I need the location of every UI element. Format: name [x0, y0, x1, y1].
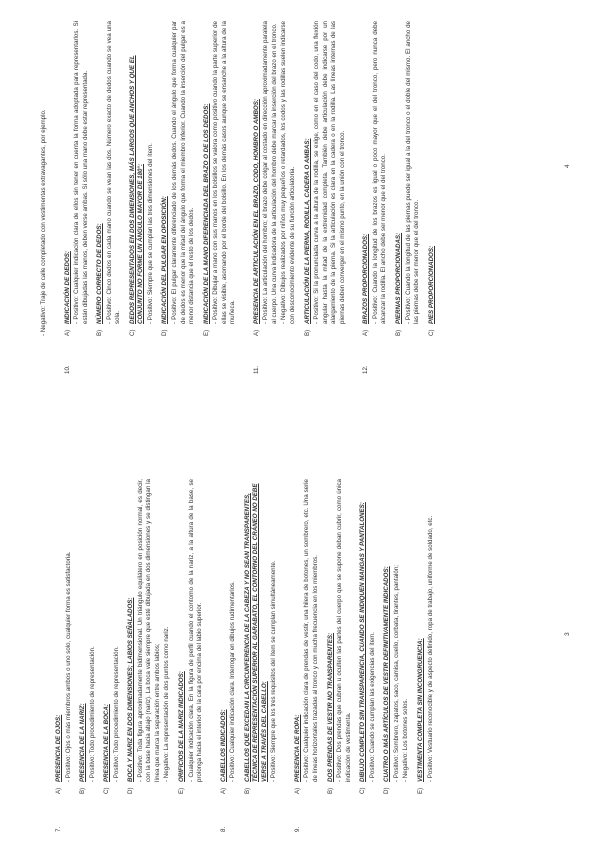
item-letter: A) [63, 329, 71, 336]
item-text: - Positivo: Cinco dedos en cada mano cuando se vean las dos. Número exacto de dedos cuando se vea una sola. [105, 21, 122, 324]
item-text: - Positivo: Cualquier indicación clara. Interrogar en dibujos rudimentarios. [229, 581, 237, 782]
criterion-item [244, 479, 279, 794]
item-letter: C) [103, 787, 111, 794]
item-letter: B) [96, 329, 104, 336]
item-text: - Positivo: Cuando la longitud de las piernas puede ser igual a la del tronco o el doble del mismo. El ancho de las piernas debe ser menor que el del tronco. [404, 21, 421, 324]
criterion-item [362, 21, 389, 336]
section-number: 7. [55, 826, 62, 832]
item-text: - Negativo: Dibujos realizados por niños muy pequeños o retardados, los codos y las rodillas suelen indicarse con desconocimiento evidente de su función articulatoria. [280, 21, 297, 324]
criterion-item [294, 479, 321, 794]
top-note: - Negativo: Traje de calle completado con vestimentas extravagantes, por ejemplo. [40, 109, 47, 336]
criterion-item [395, 21, 422, 336]
item-letter: B) [326, 787, 334, 794]
item-heading: CABELLOS QUE EXCEDAN LA CIRCUNFERENCIA DE LA CABEZA Y NO SEAN TRANSPARENTES, TÉCNICA DE REPRESENTACIÓN SUPERIOR AL GARABATO, EL CONTORNO DEL CRÁNEO NO DEBE VERSE A TRAVÉS DEL CABELLO: [243, 483, 268, 782]
criterion-item [79, 479, 97, 794]
item-heading: CABELLOS INDICADOS: [219, 709, 227, 782]
item-text: - Positivo: Cualquier indicación clara de ellos sin tener en cuenta la forma adoptada para representarlos. Si están dibujadas las manos, deben verse ambas. Si sólo una mano debe estar representada. [73, 21, 89, 324]
item-letter: C) [128, 329, 136, 336]
item-heading: PRESENCIA DE LA BOCA: [103, 704, 111, 782]
item-letter: D) [161, 329, 169, 336]
section [220, 479, 279, 834]
item-letter: E) [202, 329, 210, 336]
item-heading: DIBUJO COMPLETO SIN TRANSPARENCIA, CUANDO SE INDIQUEN MANGAS Y PANTALONES: [359, 502, 367, 782]
criterion-item [55, 479, 73, 794]
criterion-item [327, 479, 354, 794]
item-text: - Positivo: Cuando se cumplan las exigencias del ítem. [368, 632, 376, 782]
item-text: - Positivo: Siempre que los tres requisitos del ítem se cumplan simultáneamente. [270, 560, 278, 782]
item-letter: B) [79, 787, 87, 794]
item-letter: A) [293, 787, 301, 794]
item-heading: DOS PRENDAS DE VESTIR NO TRANSPARENTES: [326, 632, 334, 782]
criterion-item [203, 21, 238, 336]
section [253, 21, 347, 376]
criterion-item [96, 21, 123, 336]
item-heading: INDICACIÓN DE LA MANO DIFERENCIADA DEL BRAZO O DE LOS DEDOS: [202, 103, 210, 324]
criterion-item [103, 479, 121, 794]
item-text: - Positivo: Toda figura aproximadamente bidimensional. Un triángulo equilátero en posición normal, es decir, con la base hacia abajo (nariz). La boca vale siempre que esté dibujada en dos dimensiones y se distingan la línea que marca la separación entre ambos labios; [136, 479, 161, 782]
criterion-item [220, 479, 238, 794]
item-text: - Positivo: Ojos o más miembros ambos o uno solo, cualquier forma es satisfactoria. [64, 551, 72, 782]
criterion-item [64, 21, 91, 336]
section-number: 8. [219, 826, 227, 832]
item-letter: E) [178, 787, 186, 794]
section-number: 11. [252, 365, 260, 374]
item-text: - Cualquier indicación clara. En la figura de perfil cuando el contorno de la nariz, a la altura de la base, se prolonga hacia el interior de la cara por encima del labio superior. [187, 479, 204, 782]
item-heading: PRESENCIA DE ARTICULACIÓN EN EL BRAZO, CODO, HOMBRO O AMBOS: [252, 99, 260, 324]
criterion-item [127, 479, 172, 794]
criterion-item [383, 479, 411, 794]
right-page [40, 21, 540, 376]
item-heading: CUATRO O MÁS ARTÍCULOS DE VESTIR DEFINITIVAMENTE INDICADOS: [383, 566, 391, 782]
item-text: - Positivo: La articulación del hombro; el brazo debe colgar al costado en dirección aproximadamente paralela al cuerpo. Una curva indicadora de la articulación del hombro debe marcar la inserción del brazo en el tronco. [262, 21, 278, 324]
item-heading: ARTICULACIÓN DE LA PIERNA, RODILLA, CADERA O AMBAS: [303, 138, 311, 324]
item-letter: A) [362, 329, 370, 336]
page-number-left: 3 [564, 632, 571, 636]
item-text: - Positivo: Dibujar a mano con sus manos en los bolsillos se valora como positivo cuando la parte superior de ellas se visible, asomando por el borde del bolsillo. En los demás casos aunque se ensanche a la altura de la muñeca. [212, 21, 237, 324]
item-text: - Positivo: El pulgar claramente diferenciado de los demás dedos. Cuando el ángulo que forma cualquier par de dedos es menor que la mitad del ángulo que forma el miembro inferior. Cuando la inserción del pulgar es a menor distancia que el resto de los dedos. [171, 21, 196, 324]
item-heading: VESTIMENTA COMPLETA SIN INCONGRUENCIA: [416, 638, 424, 782]
item-text: - Positivo: Vestuario reconocible y de aspecto definido, ropa de trabajo, uniforme de soldado, etc. [426, 515, 434, 782]
item-text: - Negativo: La representación de dos puntos como nariz. [163, 626, 171, 782]
section [64, 21, 238, 376]
section [55, 479, 205, 834]
item-letter: D) [383, 787, 391, 794]
criterion-item [417, 479, 435, 794]
item-letter: A) [55, 787, 62, 794]
left-page [40, 479, 540, 834]
item-letter: E) [416, 787, 424, 794]
item-text: - Positivo: Si la pronunciada curva a la altura de la rodilla, se exige, como en el caso del codo, una flexión angular hasta la mitad de la extremidad completa. También debe articulación debe indicarse por un alargamiento de la pierna. Si la articulación es clara en la cadera o en la rodilla. Las líneas internas de las piernas deben converger en el mismo punto, en la unión con el tronco. [313, 21, 346, 324]
criterion-item [359, 479, 377, 794]
item-heading: PRESENCIA DE ROPA: [293, 714, 301, 782]
item-heading: INDICACIÓN DE DEDOS: [63, 251, 71, 324]
item-letter: C) [427, 329, 435, 336]
section-number: 9. [293, 826, 301, 832]
page-number-right: 4 [564, 164, 571, 168]
item-heading: PIERNAS PROPORCIONADAS: [394, 232, 402, 324]
item-heading: BRAZOS PROPORCIONADOS: [362, 233, 370, 324]
item-text: - Positivo: Sombrero, zapatos, saco, camisa, cuello, corbata, tirantes, pantalón; [392, 564, 400, 782]
section-number: 12. [362, 365, 370, 374]
item-text: - Positivo: Siempre que se cumplan las tres dimensiones del ítem. [146, 143, 154, 324]
item-heading: ORIFICIOS DE LA NARIZ INDICADOS: [178, 671, 186, 782]
item-letter: B) [394, 329, 402, 336]
section [294, 479, 435, 834]
item-text: - Positivo: Todo procedimiento de representación. [88, 646, 96, 782]
item-heading: PRESENCIA DE OJOS: [55, 714, 62, 782]
item-text: - Positivo: Cualquier indicación clara de prendas de vestir, una hilera de botones, un sombrero, etc. Una serie de líneas horizontales trazadas al tronco y con mucha frecuencia en los miembros. [303, 479, 320, 782]
item-heading: PIES PROPORCIONADOS: [427, 245, 435, 324]
item-letter: C) [359, 787, 367, 794]
criterion-item [178, 479, 205, 794]
criterion-item [428, 21, 437, 336]
criterion-item [161, 21, 196, 336]
criterion-item [129, 21, 156, 336]
item-text: - Positivo: Cuando la longitud de los brazos es igual o poco mayor que el del tronco, pero nunca debe alcanzar la rodilla. El ancho debe ser menor que el del tronco. [371, 21, 388, 324]
item-heading: DEDOS REPRESENTADOS EN DOS DIMENSIONES, MÁS LARGOS QUE ANCHOS Y QUE EL CONJUNTO NO FORME UN ÁNGULO MAYOR DE 180°: [128, 55, 145, 324]
item-letter: B) [243, 787, 251, 794]
item-heading: PRESENCIA DE LA NARIZ: [79, 703, 87, 782]
item-letter: A) [219, 787, 227, 794]
item-text: - Negativo: Los botones solos. [402, 698, 410, 782]
item-text: - Positivo: Dos prendas que cubran u oculten las partes del cuerpo que se supone deban cubrir, como única indicación de vestimenta. [336, 479, 352, 782]
criterion-item [304, 21, 348, 336]
item-heading: BOCA Y NARIZ EN DOS DIMENSIONES; LABIOS SEÑALADOS: [127, 597, 135, 782]
section-number: 10. [63, 365, 71, 374]
item-letter: B) [303, 329, 311, 336]
item-text: - Positivo: Todo procedimiento de representación. [112, 646, 120, 782]
criterion-item [253, 21, 298, 336]
item-heading: INDICACIÓN DEL PULGAR EN OPOSICIÓN: [161, 196, 169, 324]
item-letter: D) [127, 787, 135, 794]
item-letter: A) [252, 329, 260, 336]
item-heading: NÚMERO CORRECTO DE DEDOS: [96, 223, 104, 324]
section [362, 21, 436, 376]
